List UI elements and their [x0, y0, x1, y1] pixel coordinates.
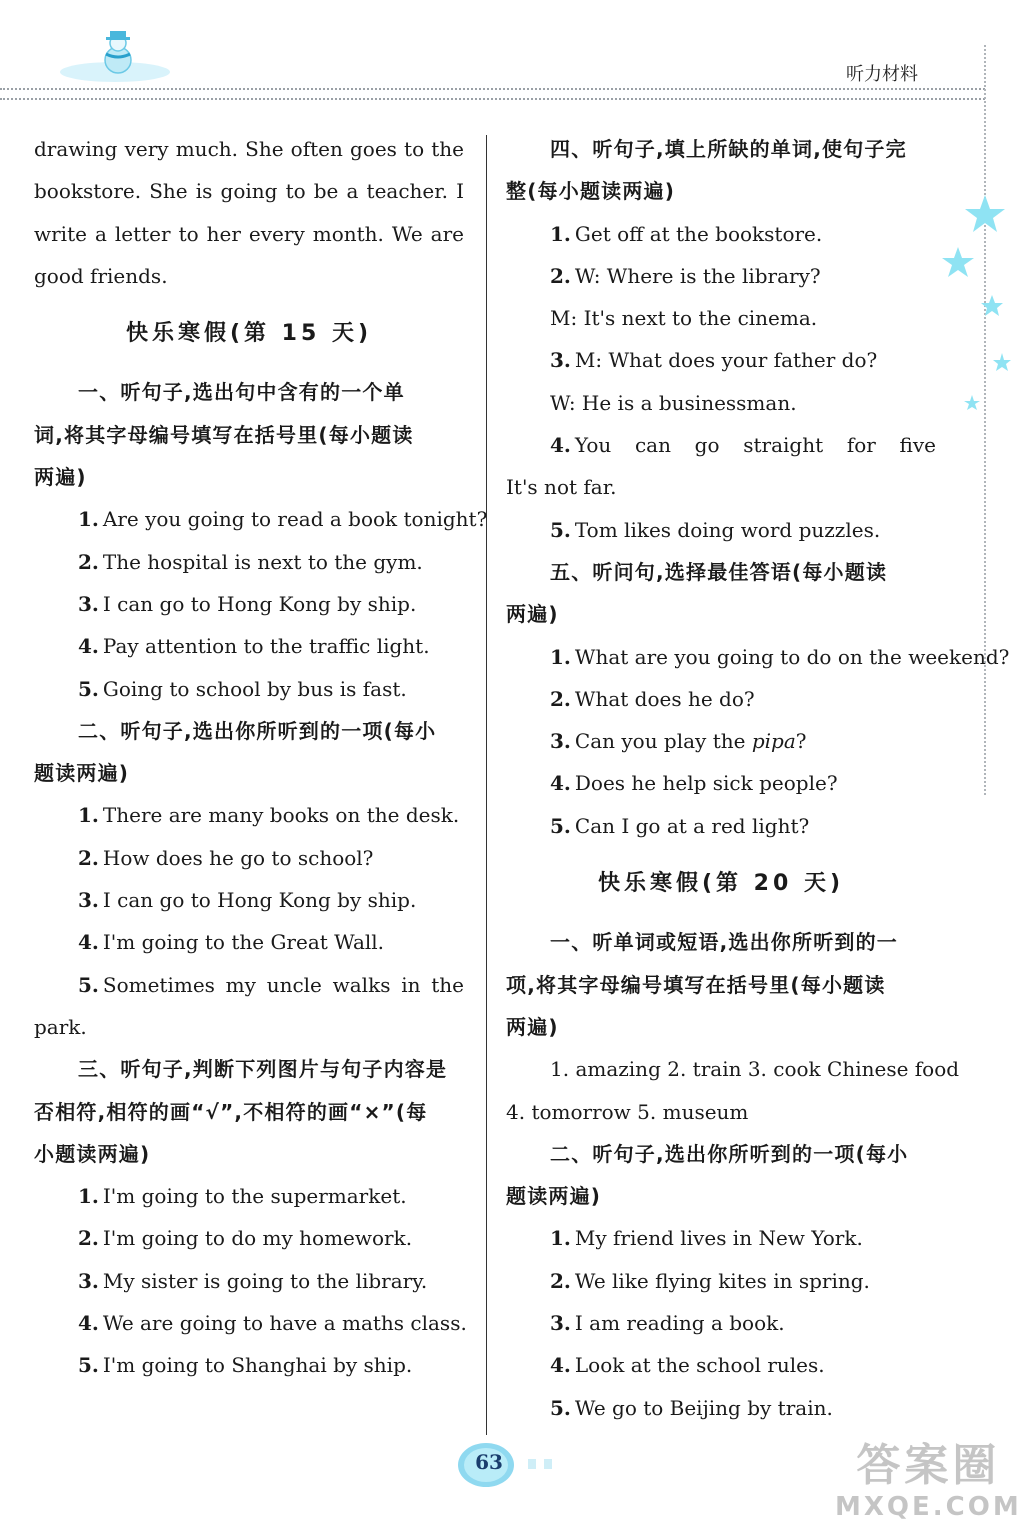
dialogue-line: W: He is a businessman. [550, 390, 797, 415]
snowman-logo-icon [40, 30, 170, 90]
list-item [506, 678, 936, 720]
item-text: You can go straight for five [574, 433, 936, 458]
item-text: I'm going to Shanghai by ship. [102, 1353, 413, 1378]
item-number: 2. [78, 845, 99, 870]
item-number: 3. [78, 1268, 99, 1293]
item-text: Can you play the [574, 729, 752, 754]
item-number: 5. [78, 972, 99, 997]
text-line: write a letter to her every month. We are [34, 221, 464, 246]
item-number: 4. [78, 930, 99, 955]
question-instruction: 小题读两遍) [34, 1141, 151, 1166]
list-item [34, 498, 488, 540]
item-text: I'm going to do my homework. [102, 1226, 413, 1251]
left-column [34, 128, 488, 1387]
list-item [34, 1302, 467, 1344]
list-item [34, 1260, 464, 1302]
item-text: Going to school by bus is fast. [102, 676, 407, 701]
right-column [506, 128, 1010, 1429]
text-line: good friends. [34, 263, 168, 288]
question-instruction: 题读两遍) [34, 761, 130, 786]
list-item [34, 921, 464, 963]
item-number: 1. [550, 644, 571, 669]
item-text: What are you going to do on the weekend? [574, 644, 1010, 669]
item-number: 5. [550, 1395, 571, 1420]
question-instruction: 整(每小题读两遍) [506, 179, 676, 204]
question-instruction: 一、听句子,选出句中含有的一个单 [78, 380, 405, 405]
item-number: 5. [550, 517, 571, 542]
item-number: 5. [550, 813, 571, 838]
item-number: 1. [550, 1226, 571, 1251]
question-instruction: 五、听问句,选择最佳答语(每小题读 [550, 559, 888, 584]
question-instruction: 题读两遍) [506, 1184, 602, 1209]
item-number: 3. [550, 348, 571, 373]
watermark-top: 答案圈 [856, 1440, 1001, 1491]
item-text: The hospital is next to the gym. [102, 549, 423, 574]
list-item [506, 1387, 936, 1429]
list-item [34, 964, 464, 1006]
header-title: 听力材料 [846, 64, 918, 85]
question-instruction: 三、听句子,判断下列图片与句子内容是 [78, 1057, 448, 1082]
item-text: Get off at the bookstore. [574, 221, 823, 246]
list-item [506, 762, 936, 804]
item-text-after: ? [795, 729, 807, 754]
question-instruction: 两遍) [34, 465, 87, 490]
list-item [34, 668, 464, 710]
list-item [506, 720, 936, 762]
item-text: I am reading a book. [574, 1311, 785, 1336]
list-item [506, 805, 936, 847]
item-number: 2. [78, 549, 99, 574]
item-number: 2. [550, 686, 571, 711]
question-instruction: 否相符,相符的画“√”,不相符的画“×”(每 [34, 1099, 428, 1124]
item-text: How does he go to school? [102, 845, 374, 870]
text-line: park. [34, 1014, 87, 1039]
item-text: We like flying kites in spring. [574, 1268, 870, 1293]
list-item [34, 1217, 464, 1259]
item-number: 1. [550, 221, 571, 246]
question-instruction: 一、听单词或短语,选出你所听到的一 [550, 930, 898, 955]
item-number: 4. [550, 1353, 571, 1378]
list-item [506, 509, 936, 551]
question-instruction: 词,将其字母编号填写在括号里(每小题读 [34, 422, 414, 447]
item-text: Pay attention to the traffic light. [102, 634, 430, 659]
item-number: 3. [550, 729, 571, 754]
watermark-bottom: MXQE.COM [835, 1492, 1022, 1522]
item-number: 4. [550, 433, 571, 458]
list-item [506, 1302, 936, 1344]
item-number: 3. [78, 591, 99, 616]
question-instruction: 两遍) [506, 602, 559, 627]
item-number: 5. [78, 1353, 99, 1378]
text-line: bookstore. She is going to be a teacher. I [34, 179, 464, 204]
item-number: 1. [78, 803, 99, 828]
word-list: 1. amazing 2. train 3. cook Chinese food [550, 1057, 960, 1082]
item-text: I can go to Hong Kong by ship. [102, 591, 417, 616]
list-item [506, 424, 936, 466]
text-line: It's not far. [506, 475, 617, 500]
list-item [34, 625, 464, 667]
list-item [34, 583, 464, 625]
question-instruction: 两遍) [506, 1014, 559, 1039]
question-instruction: 四、听句子,填上所缺的单词,使句子完 [550, 137, 907, 161]
list-item [34, 837, 464, 879]
list-item [506, 213, 936, 255]
question-instruction: 二、听句子,选出你所听到的一项(每小 [550, 1141, 909, 1166]
list-item [34, 879, 464, 921]
item-text: My friend lives in New York. [574, 1226, 863, 1251]
list-item [506, 636, 1010, 678]
section-title: 快乐寒假(第 20 天) [597, 871, 845, 897]
item-text: What does he do? [574, 686, 755, 711]
dialogue-line: M: It's next to the cinema. [550, 306, 818, 331]
item-text: Does he help sick people? [574, 771, 838, 796]
text-line: 4. tomorrow 5. museum [506, 1099, 749, 1124]
list-item [506, 1344, 936, 1386]
list-item [34, 794, 464, 836]
item-text: I'm going to the supermarket. [102, 1184, 407, 1209]
item-text: There are many books on the desk. [102, 803, 460, 828]
item-number: 3. [550, 1311, 571, 1336]
item-text: M: What does your father do? [574, 348, 878, 373]
item-text: We go to Beijing by train. [574, 1395, 833, 1420]
item-text: Sometimes my uncle walks in the [102, 972, 464, 997]
item-number: 4. [78, 1311, 99, 1336]
item-number: 4. [78, 634, 99, 659]
item-number: 2. [78, 1226, 99, 1251]
header-divider-bottom [0, 98, 985, 100]
item-number: 2. [550, 1268, 571, 1293]
list-item [506, 1260, 936, 1302]
item-text: Can I go at a red light? [574, 813, 810, 838]
list-item [506, 339, 936, 381]
item-text: W: Where is the library? [574, 263, 821, 288]
item-number: 1. [78, 507, 99, 532]
watermark [835, 1440, 1022, 1522]
list-item [34, 541, 464, 583]
section-title: 快乐寒假(第 15 天) [125, 321, 373, 347]
item-text: Tom likes doing word puzzles. [574, 517, 881, 542]
item-number: 1. [78, 1184, 99, 1209]
item-text: Are you going to read a book tonight? [102, 507, 488, 532]
question-instruction: 二、听句子,选出你所听到的一项(每小 [78, 718, 437, 743]
text-line: drawing very much. She often goes to the [34, 137, 464, 161]
item-text: Look at the school rules. [574, 1353, 825, 1378]
item-italic-word: pipa [751, 729, 796, 754]
item-number: 2. [550, 263, 571, 288]
item-text: My sister is going to the library. [102, 1268, 428, 1293]
column-divider [486, 135, 487, 1435]
header-divider-top [0, 88, 985, 90]
list-item [34, 1344, 464, 1386]
question-instruction: 项,将其字母编号填写在括号里(每小题读 [506, 972, 886, 997]
item-text: I'm going to the Great Wall. [102, 930, 385, 955]
item-text: I can go to Hong Kong by ship. [102, 888, 417, 913]
list-item [34, 1175, 464, 1217]
list-item [506, 1217, 936, 1259]
item-number: 5. [78, 676, 99, 701]
item-text: We are going to have a maths class. [102, 1311, 467, 1336]
item-number: 4. [550, 771, 571, 796]
star-decoration-icon [930, 195, 1020, 425]
item-number: 3. [78, 888, 99, 913]
list-item [506, 255, 936, 297]
page-number: 63 [475, 1450, 503, 1474]
